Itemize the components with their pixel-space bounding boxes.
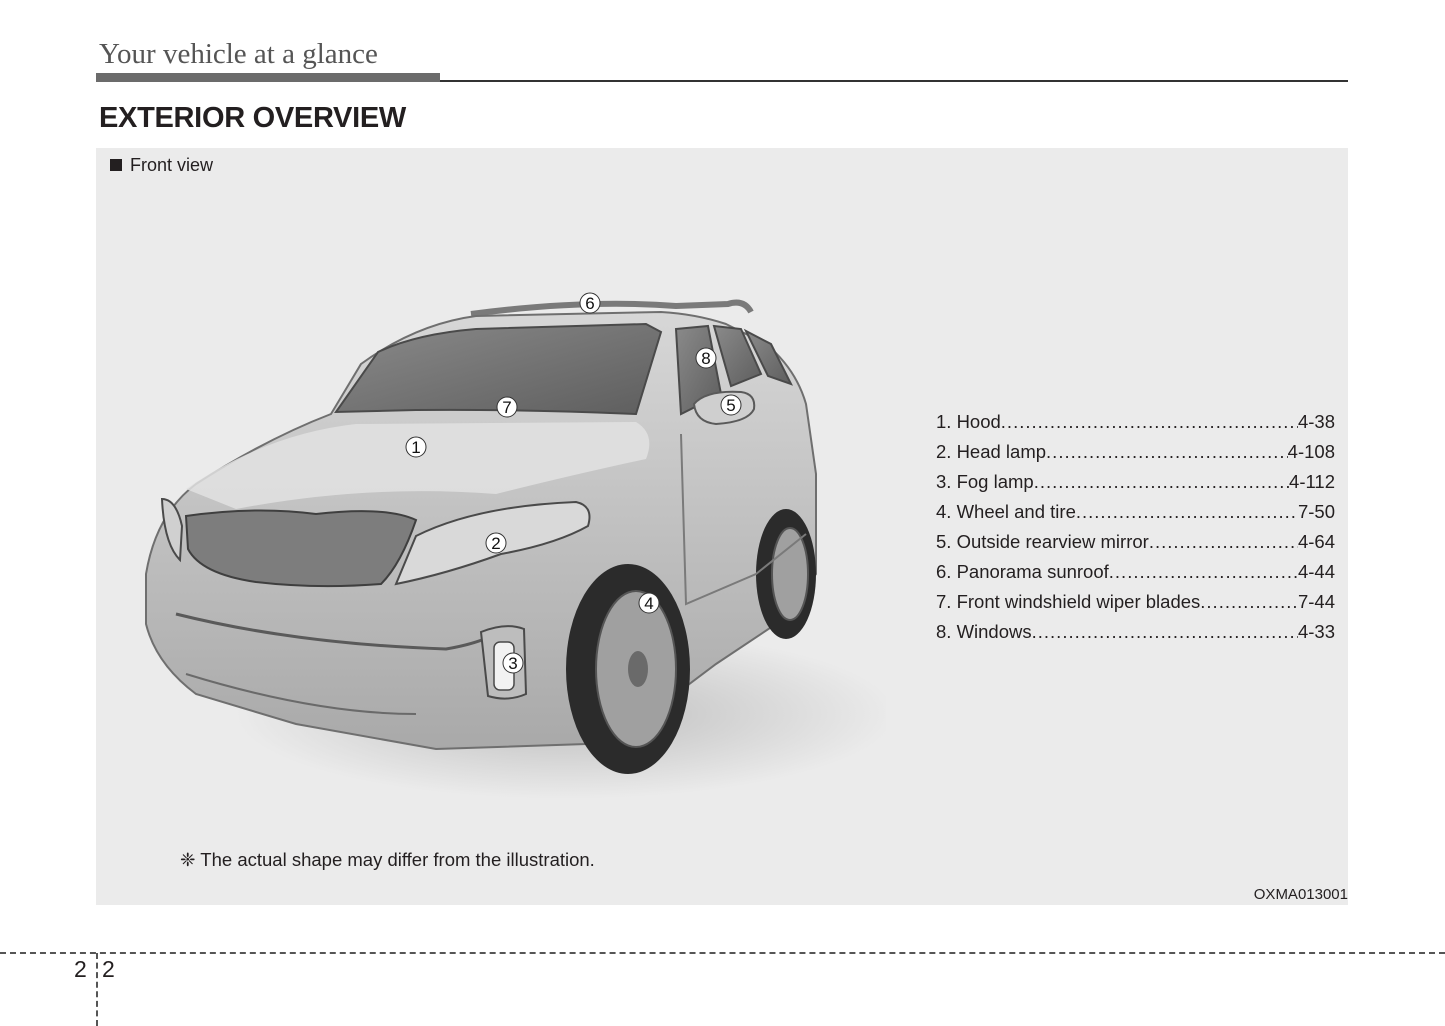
windshield xyxy=(336,324,661,414)
callout-page: 7-50 xyxy=(1297,501,1335,522)
section-title: EXTERIOR OVERVIEW xyxy=(99,102,406,134)
vehicle-illustration xyxy=(116,244,886,844)
illustration-note: ❈ The actual shape may differ from the illustration. xyxy=(180,849,595,870)
leader-dots xyxy=(1149,531,1298,553)
callout-marker-2-number: 2 xyxy=(491,534,501,553)
callout-marker-8-number: 8 xyxy=(701,349,711,368)
callout-page: 4-64 xyxy=(1297,531,1335,552)
callout-marker-7-number: 7 xyxy=(502,398,512,417)
leader-dots xyxy=(1032,621,1298,643)
callout-label: 7. Front windshield wiper blades xyxy=(936,591,1201,612)
front-wheel-hub xyxy=(628,651,648,687)
chapter-title: Your vehicle at a glance xyxy=(99,38,378,70)
callout-label: 4. Wheel and tire xyxy=(936,501,1076,522)
callout-marker-7 xyxy=(497,397,517,417)
callout-item xyxy=(936,441,1335,471)
figure-panel xyxy=(96,148,1348,905)
callout-page: 4-33 xyxy=(1297,621,1335,642)
callout-marker-2 xyxy=(486,533,506,553)
callout-page: 4-38 xyxy=(1297,411,1335,432)
figure-code: OXMA013001 xyxy=(1253,886,1348,903)
view-label-text: Front view xyxy=(130,155,214,175)
leader-dots xyxy=(1001,411,1298,433)
leader-dots xyxy=(1046,441,1288,463)
callout-marker-3 xyxy=(503,653,523,673)
leader-dots xyxy=(1200,591,1298,613)
callout-page: 4-112 xyxy=(1289,471,1335,492)
callout-item xyxy=(936,591,1335,621)
callout-label: 5. Outside rearview mirror xyxy=(936,531,1149,552)
callout-item xyxy=(936,411,1335,441)
footer-dashed-rule xyxy=(0,952,1445,954)
view-label xyxy=(110,155,213,176)
callout-marker-4-number: 4 xyxy=(644,594,654,613)
callout-item xyxy=(936,501,1335,531)
callout-label: 1. Hood xyxy=(936,411,1001,432)
rear-wheel-rim xyxy=(772,528,808,620)
callout-marker-8 xyxy=(696,348,716,368)
callout-marker-5-number: 5 xyxy=(726,396,736,415)
callout-page: 7-44 xyxy=(1297,591,1335,612)
chapter-number: 2 xyxy=(74,956,87,982)
callout-label: 2. Head lamp xyxy=(936,441,1047,462)
page-number: 2 xyxy=(102,956,115,982)
callout-marker-5 xyxy=(721,395,741,415)
callout-page: 4-44 xyxy=(1297,561,1335,582)
leader-dots xyxy=(1109,561,1298,583)
callout-marker-1 xyxy=(406,437,426,457)
header-rule-thin xyxy=(440,80,1348,82)
callout-item xyxy=(936,621,1335,651)
callout-item xyxy=(936,471,1335,501)
callout-list xyxy=(936,411,1335,651)
callout-marker-6 xyxy=(580,293,600,313)
leader-dots xyxy=(1034,471,1289,493)
callout-label: 8. Windows xyxy=(936,621,1032,642)
callout-label: 6. Panorama sunroof xyxy=(936,561,1109,582)
callout-marker-1-number: 1 xyxy=(411,438,421,457)
callout-page: 4-108 xyxy=(1287,441,1335,462)
callout-item xyxy=(936,561,1335,591)
header-rule-thick xyxy=(96,73,440,82)
square-bullet-icon xyxy=(110,159,122,171)
leader-dots xyxy=(1076,501,1298,523)
callout-label: 3. Fog lamp xyxy=(936,471,1034,492)
page-number-divider xyxy=(96,953,98,1026)
callout-marker-4 xyxy=(639,593,659,613)
callout-marker-6-number: 6 xyxy=(585,294,595,313)
callout-marker-3-number: 3 xyxy=(508,654,518,673)
callout-item xyxy=(936,531,1335,561)
